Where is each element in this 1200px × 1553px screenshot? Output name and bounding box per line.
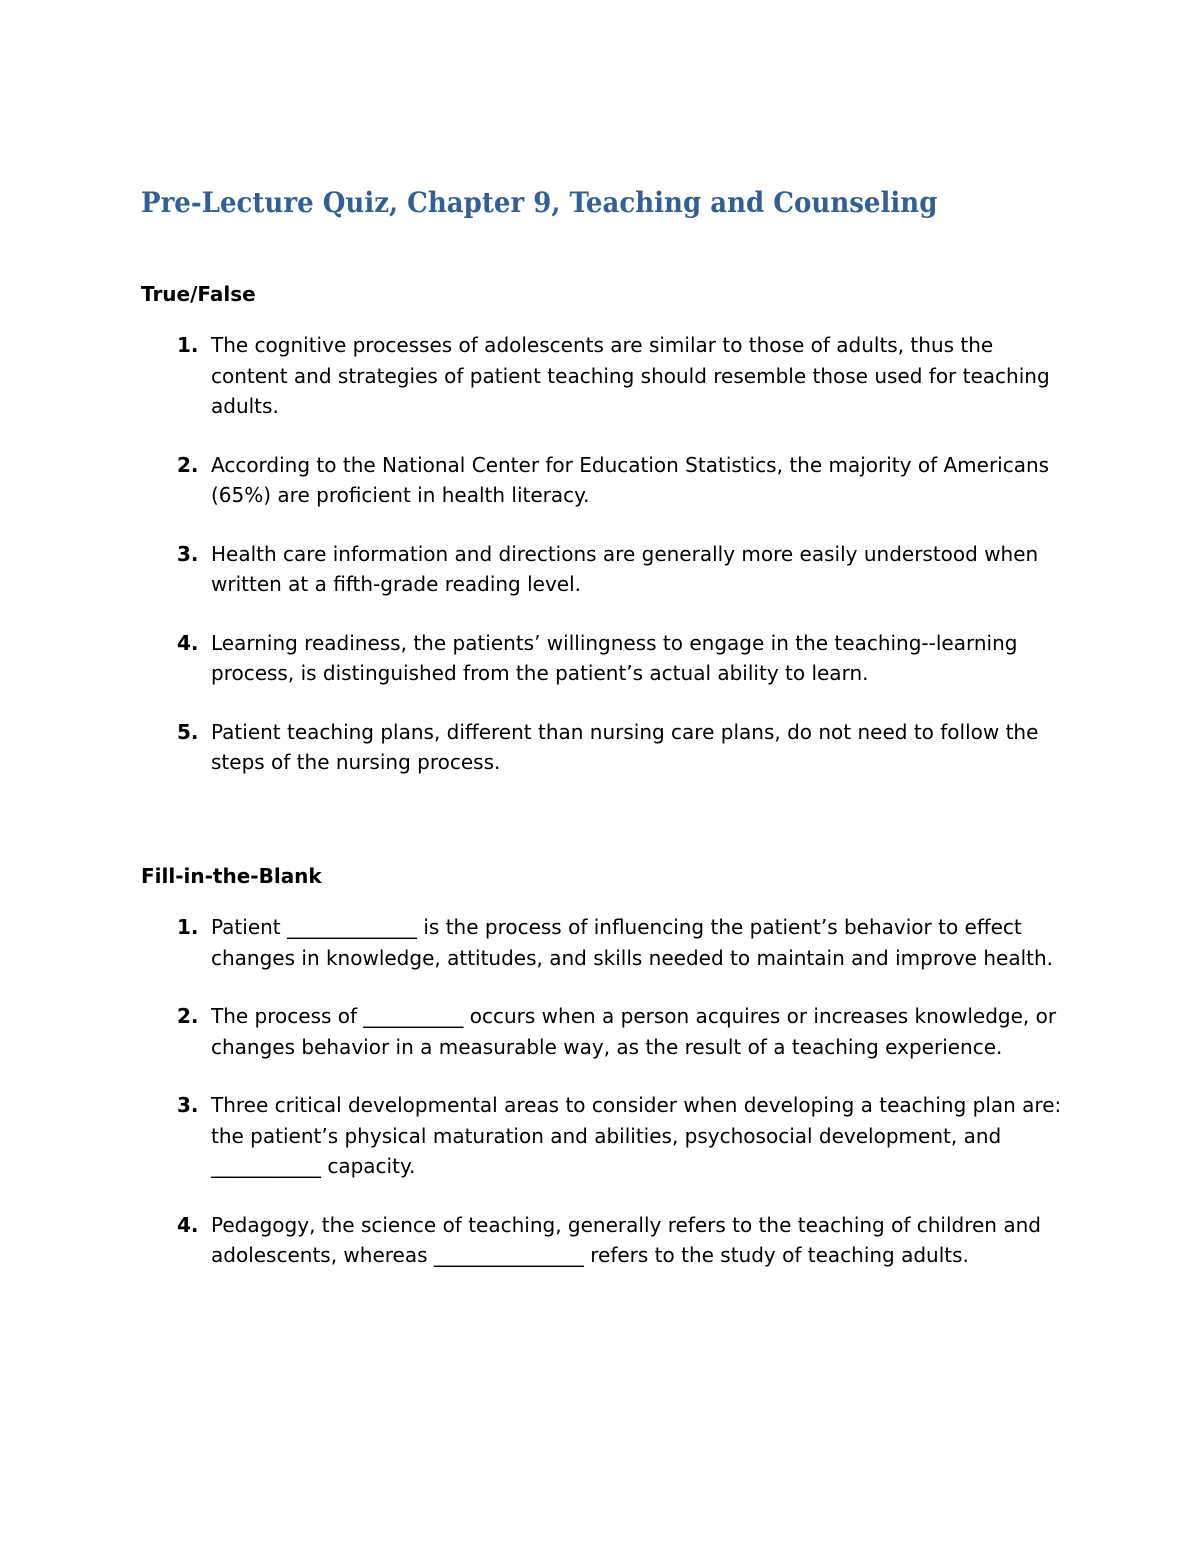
document-title: Pre-Lecture Quiz, Chapter 9, Teaching and Counseling	[141, 186, 938, 219]
question-number: 4.	[177, 630, 199, 655]
question-text: The cognitive processes of adolescents are similar to those of adults, thus the content and strategies of patient teaching should resemble those used for teaching adults.	[211, 333, 1050, 418]
question-text: The process of __________ occurs when a person acquires or increases knowledge, or changes behavior in a measurable way, as the result of a teaching experience.	[211, 1004, 1057, 1059]
question-number: 2.	[177, 1004, 199, 1028]
question-text: Patient _____________ is the process of influencing the patient’s behavior to effect changes in knowledge, attitudes, and skills needed to maintain and improve health.	[211, 915, 1054, 970]
question-text: Pedagogy, the science of teaching, generally refers to the teaching of children and adolescents, whereas _______________ refers to the study of teaching adults.	[211, 1212, 1041, 1267]
fill-in-the-blank-question-2	[141, 1001, 1071, 1062]
true-false-question-4	[141, 628, 1071, 689]
section-heading-fill-in-the-blank: Fill-in-the-Blank	[141, 864, 322, 888]
true-false-question-2	[141, 450, 1071, 511]
question-number: 2.	[177, 452, 199, 477]
question-text: Patient teaching plans, different than nursing care plans, do not need to follow the steps of the nursing process.	[211, 719, 1039, 774]
fill-in-the-blank-question-4	[141, 1210, 1071, 1271]
question-number: 3.	[177, 1093, 199, 1117]
question-number: 1.	[177, 915, 199, 939]
question-number: 4.	[177, 1212, 199, 1237]
question-number: 5.	[177, 719, 199, 744]
true-false-question-1	[141, 330, 1071, 422]
fill-in-the-blank-question-list	[141, 912, 1071, 1299]
question-text: Three critical developmental areas to consider when developing a teaching plan are: the patient’s physical maturation and abilities, psychosocial development, and ___________ capacity.	[211, 1093, 1062, 1178]
question-text: Learning readiness, the patients’ willingness to engage in the teaching--learning process, is distinguished from the patient’s actual ability to learn.	[211, 630, 1018, 685]
fill-in-the-blank-question-1	[141, 912, 1071, 973]
fill-in-the-blank-question-3	[141, 1090, 1071, 1182]
true-false-question-list	[141, 330, 1071, 806]
section-heading-true-false: True/False	[141, 282, 256, 306]
true-false-question-5	[141, 717, 1071, 778]
question-number: 1.	[177, 333, 199, 357]
question-text: According to the National Center for Education Statistics, the majority of Americans (65%) are proficient in health literacy.	[211, 452, 1050, 507]
question-text: Health care information and directions are generally more easily understood when written at a fifth-grade reading level.	[211, 541, 1039, 596]
question-number: 3.	[177, 541, 199, 566]
true-false-question-3	[141, 539, 1071, 600]
